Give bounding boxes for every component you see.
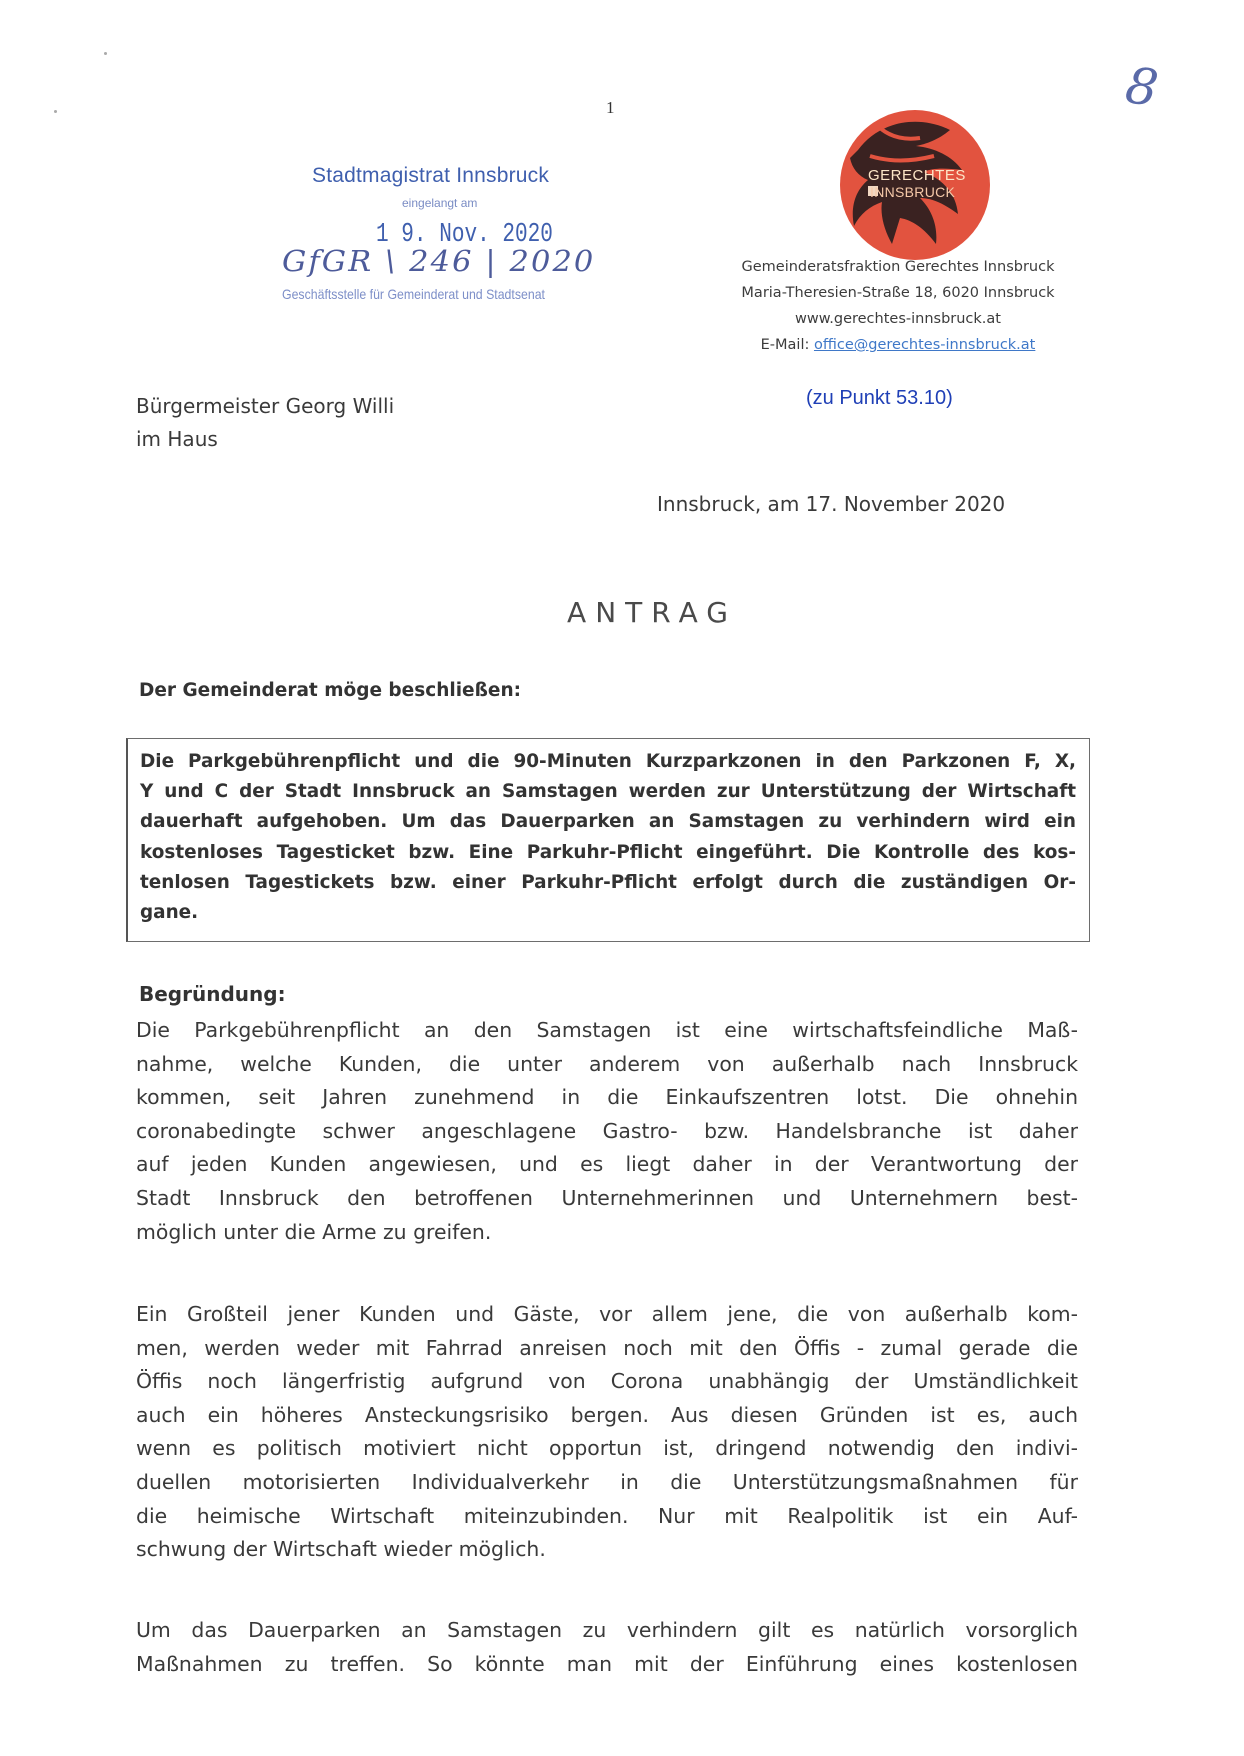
motion-line: Die Parkgebührenpflicht und die 90-Minuten Kurzparkzonen in den Parkzonen F, X, [140, 751, 1076, 772]
paragraph-line: Ein Großteil jener Kunden und Gäste, vor allem jene, die von außerhalb kom- [136, 1302, 1078, 1326]
page-number: 1 [606, 98, 615, 117]
stamp-office: Geschäftsstelle für Gemeinderat und Stadtsenat [282, 286, 545, 302]
document-title [0, 596, 1244, 629]
paragraph-line: men, werden weder mit Fahrrad anreisen noch mit den Öffis - zumal gerade die [136, 1335, 1078, 1360]
addressee-location: im Haus [136, 427, 218, 451]
received-stamp [282, 158, 620, 308]
sender-email-label: E-Mail: [760, 337, 810, 353]
sender-website[interactable]: www.gerechtes-innsbruck.at [795, 311, 1001, 327]
stamp-organization: Stadtmagistrat Innsbruck [312, 164, 550, 187]
paragraph-line: Maßnahmen zu treffen. So könnte man mit der Einführung eines kostenlosen [136, 1651, 1078, 1676]
motion-line: dauerhaft aufgehoben. Um das Dauerparken an Samstagen zu verhindern wird ein [140, 811, 1076, 833]
motion-line: tenlosen Tagestickets bzw. einer Parkuhr-Pflicht erfolgt durch die zuständigen Or- [140, 871, 1076, 893]
sender-faction: Gemeinderatsfraktion Gerechtes Innsbruck [741, 259, 1055, 275]
paragraph-line: die heimische Wirtschaft miteinzubinden. Nur mit Realpolitik ist ein Auf- [136, 1503, 1078, 1528]
paragraph-line: wenn es politisch motiviert nicht opportun ist, dringend notwendig den indivi- [136, 1436, 1078, 1461]
paragraph-line: nahme, welche Kunden, die unter anderem von außerhalb nach Innsbruck [136, 1051, 1078, 1076]
paragraph-line: auch ein höheres Ansteckungsrisiko bergen. Aus diesen Gründen ist es, auch [136, 1402, 1078, 1427]
scan-speck [104, 52, 107, 55]
logo-text-gerechtes: GERECHTES [868, 167, 966, 184]
motion-box [126, 738, 1090, 942]
reason-paragraph-2 [136, 1298, 1078, 1567]
paragraph-line: coronabedingte schwer angeschlagene Gastro- bzw. Handelsbranche ist daher [136, 1118, 1078, 1143]
paragraph-line: Öffis noch längerfristig aufgrund von Corona unabhängig der Umständlichkeit [136, 1369, 1078, 1394]
stamp-date: 1 9. Nov. 2020 [376, 220, 553, 250]
motion-line: Y und C der Stadt Innsbruck an Samstagen werden zur Unterstützung der Wirtschaft [140, 781, 1076, 803]
paragraph-line: Um das Dauerparken an Samstagen zu verhindern gilt es natürlich vorsorglich [136, 1618, 1078, 1642]
document-title-text: ANTRAG [567, 596, 737, 629]
paragraph-line: auf jeden Kunden angewiesen, und es liegt daher in der Verantwortung der [136, 1152, 1078, 1177]
stamp-handwritten-reference: GfGR \ 246 | 2020 [282, 244, 596, 278]
paragraph-line: duellen motorisierten Individualverkehr in die Unterstützungsmaßnahmen für [136, 1469, 1078, 1494]
motion-text [140, 747, 1076, 928]
party-logo [840, 110, 990, 260]
motion-line: kostenloses Tagesticket bzw. Eine Parkuhr-Pflicht eingeführt. Die Kontrolle des kos- [140, 841, 1076, 863]
reason-paragraph-3 [136, 1614, 1078, 1681]
paragraph-line: Die Parkgebührenpflicht an den Samstagen ist eine wirtschaftsfeindliche Maß- [136, 1018, 1078, 1042]
reason-paragraph-1 [136, 1014, 1078, 1249]
handwritten-page-mark: 8 [1122, 56, 1162, 118]
scan-speck [54, 110, 57, 113]
agenda-reference: (zu Punkt 53.10) [806, 387, 953, 409]
paragraph-line: kommen, seit Jahren zunehmend in die Einkaufszentren lotst. Die ohnehin [136, 1085, 1078, 1110]
paragraph-line: möglich unter die Arme zu greifen. [136, 1219, 492, 1244]
paragraph-line: schwung der Wirtschaft wieder möglich. [136, 1537, 546, 1562]
sender-email-link[interactable]: office@gerechtes-innsbruck.at [813, 337, 1036, 353]
logo-text-innsbruck: INNSBRUCK [870, 184, 956, 200]
reason-heading: Begründung: [139, 982, 286, 1006]
place-and-date: Innsbruck, am 17. November 2020 [657, 492, 1006, 516]
motion-line: gane. [140, 902, 199, 924]
resolution-lead: Der Gemeinderat möge beschließen: [139, 680, 522, 701]
paragraph-line: Stadt Innsbruck den betroffenen Unternehmerinnen und Unternehmern best- [136, 1185, 1078, 1210]
sender-address: Maria-Theresien-Straße 18, 6020 Innsbruck [741, 285, 1055, 301]
addressee-name: Bürgermeister Georg Willi [136, 394, 395, 418]
stamp-received-label: eingelangt am [402, 196, 478, 210]
sender-email-line [702, 337, 1094, 353]
